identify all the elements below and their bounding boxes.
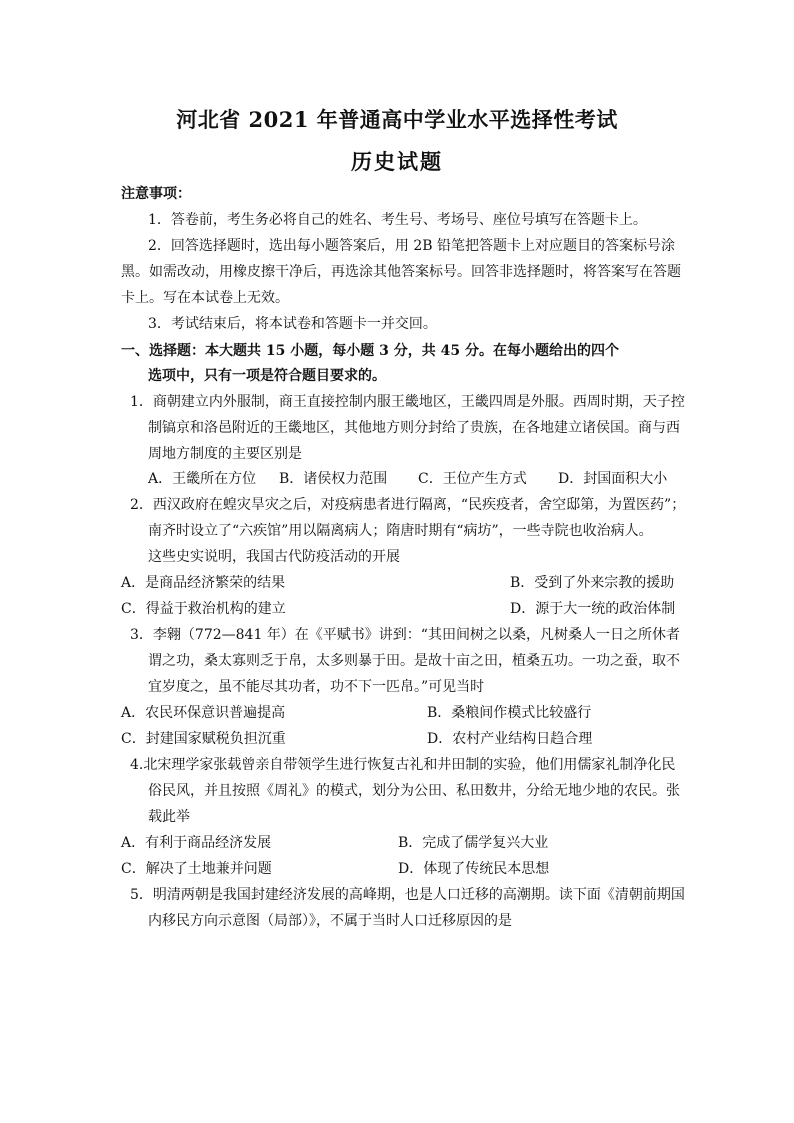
notice-heading: 注意事项： (121, 186, 191, 202)
question-2-line-2: 南齐时设立了“六疾馆”用以隔离病人；隋唐时期有“病坊”，一些寺院也收治病人。 (148, 523, 653, 539)
question-3-line-3: 宜岁度之，虽不能尽其功者，功不下一匹帛。”可见当时 (148, 679, 485, 695)
question-3-line-1: 3．李翱（772—841 年）在《平赋书》讲到：“其田间树之以桑，凡树桑人一日之所休者 (130, 627, 680, 643)
exam-subtitle: 历史试题 (351, 149, 443, 174)
notice-item-2-line-2: 黑。如需改动，用橡皮擦干净后，再选涂其他答案标号。回答非选择题时，将答案写在答题 (121, 264, 681, 280)
question-3-option-d: D．农村产业结构日趋合理 (427, 731, 593, 747)
question-2-line-1: 2．西汉政府在蝗灾旱灾之后，对疫病患者进行隔离，“民疾疫者，舍空邸第，为置医药”； (130, 497, 686, 513)
question-4-option-c: C．解决了土地兼并问题 (121, 861, 272, 877)
question-4-line-1: 4.北宋理学家张载曾亲自带领学生进行恢复古礼和井田制的实验，他们用儒家礼制净化民 (130, 757, 676, 773)
question-4-option-b: B．完成了儒学复兴大业 (398, 835, 549, 851)
question-2-line-3: 这些史实说明，我国古代防疫活动的开展 (148, 549, 400, 565)
question-1-option-d: D．封国面积大小 (558, 471, 668, 487)
section-heading-line-1: 一、选择题：本大题共 15 小题，每小题 3 分，共 45 分。在每小题给出的四个 (121, 343, 619, 359)
question-4-option-a: A．有利于商品经济发展 (121, 835, 272, 851)
question-3-option-b: B．桑粮间作模式比较盛行 (427, 705, 592, 721)
question-1-line-2: 制镐京和洛邑附近的王畿地区，其他地方则分封给了贵族，在各地建立诸侯国。商与西 (148, 420, 680, 436)
question-2-option-d: D．源于大一统的政治体制 (510, 601, 676, 617)
question-1-option-c: C．王位产生方式 (418, 471, 527, 487)
question-3-line-2: 谓之功，桑太寡则乏于帛，太多则暴于田。是故十亩之田，植桑五功。一功之蚕，取不 (148, 653, 680, 669)
question-3-option-c: C．封建国家赋税负担沉重 (121, 731, 286, 747)
question-4-option-d: D．体现了传统民本思想 (398, 861, 550, 877)
question-2-option-c: C．得益于救治机构的建立 (121, 601, 286, 617)
question-2-option-a: A．是商品经济繁荣的结果 (121, 575, 286, 591)
notice-item-1: 1．答卷前，考生务必将自己的姓名、考生号、考场号、座位号填写在答题卡上。 (148, 212, 647, 228)
notice-item-3: 3．考试结束后，将本试卷和答题卡一并交回。 (148, 316, 437, 332)
notice-item-2-line-1: 2．回答选择题时，选出每小题答案后，用 2B 铅笔把答题卡上对应题目的答案标号涂 (148, 238, 676, 254)
question-3-option-a: A．农民环保意识普遍提高 (121, 705, 286, 721)
question-4-line-3: 载此举 (148, 809, 190, 825)
question-1-option-a: A．王畿所在方位 (148, 471, 257, 487)
question-1-line-3: 周地方制度的主要区别是 (148, 446, 302, 462)
section-heading-line-2: 选项中，只有一项是符合题目要求的。 (148, 368, 386, 384)
question-5-line-1: 5．明清两朝是我国封建经济发展的高峰期，也是人口迁移的高潮期。读下面《清朝前期国 (130, 887, 685, 903)
question-1-option-b: B．诸侯权力范围 (279, 471, 388, 487)
exam-title: 河北省 2021 年普通高中学业水平选择性考试 (176, 107, 618, 132)
question-4-line-2: 俗民风，并且按照《周礼》的模式，划分为公田、私田数井，分给无地少地的农民。张 (148, 783, 680, 799)
question-1-line-1: 1．商朝建立内外服制，商王直接控制内服王畿地区，王畿四周是外服。西周时期，天子控 (130, 394, 685, 410)
notice-item-2-line-3: 卡上。写在本试卷上无效。 (121, 290, 289, 306)
question-2-option-b: B．受到了外来宗教的援助 (510, 575, 675, 591)
question-5-line-2: 内移民方向示意图（局部）》，不属于当时人口迁移原因的是 (148, 913, 512, 929)
